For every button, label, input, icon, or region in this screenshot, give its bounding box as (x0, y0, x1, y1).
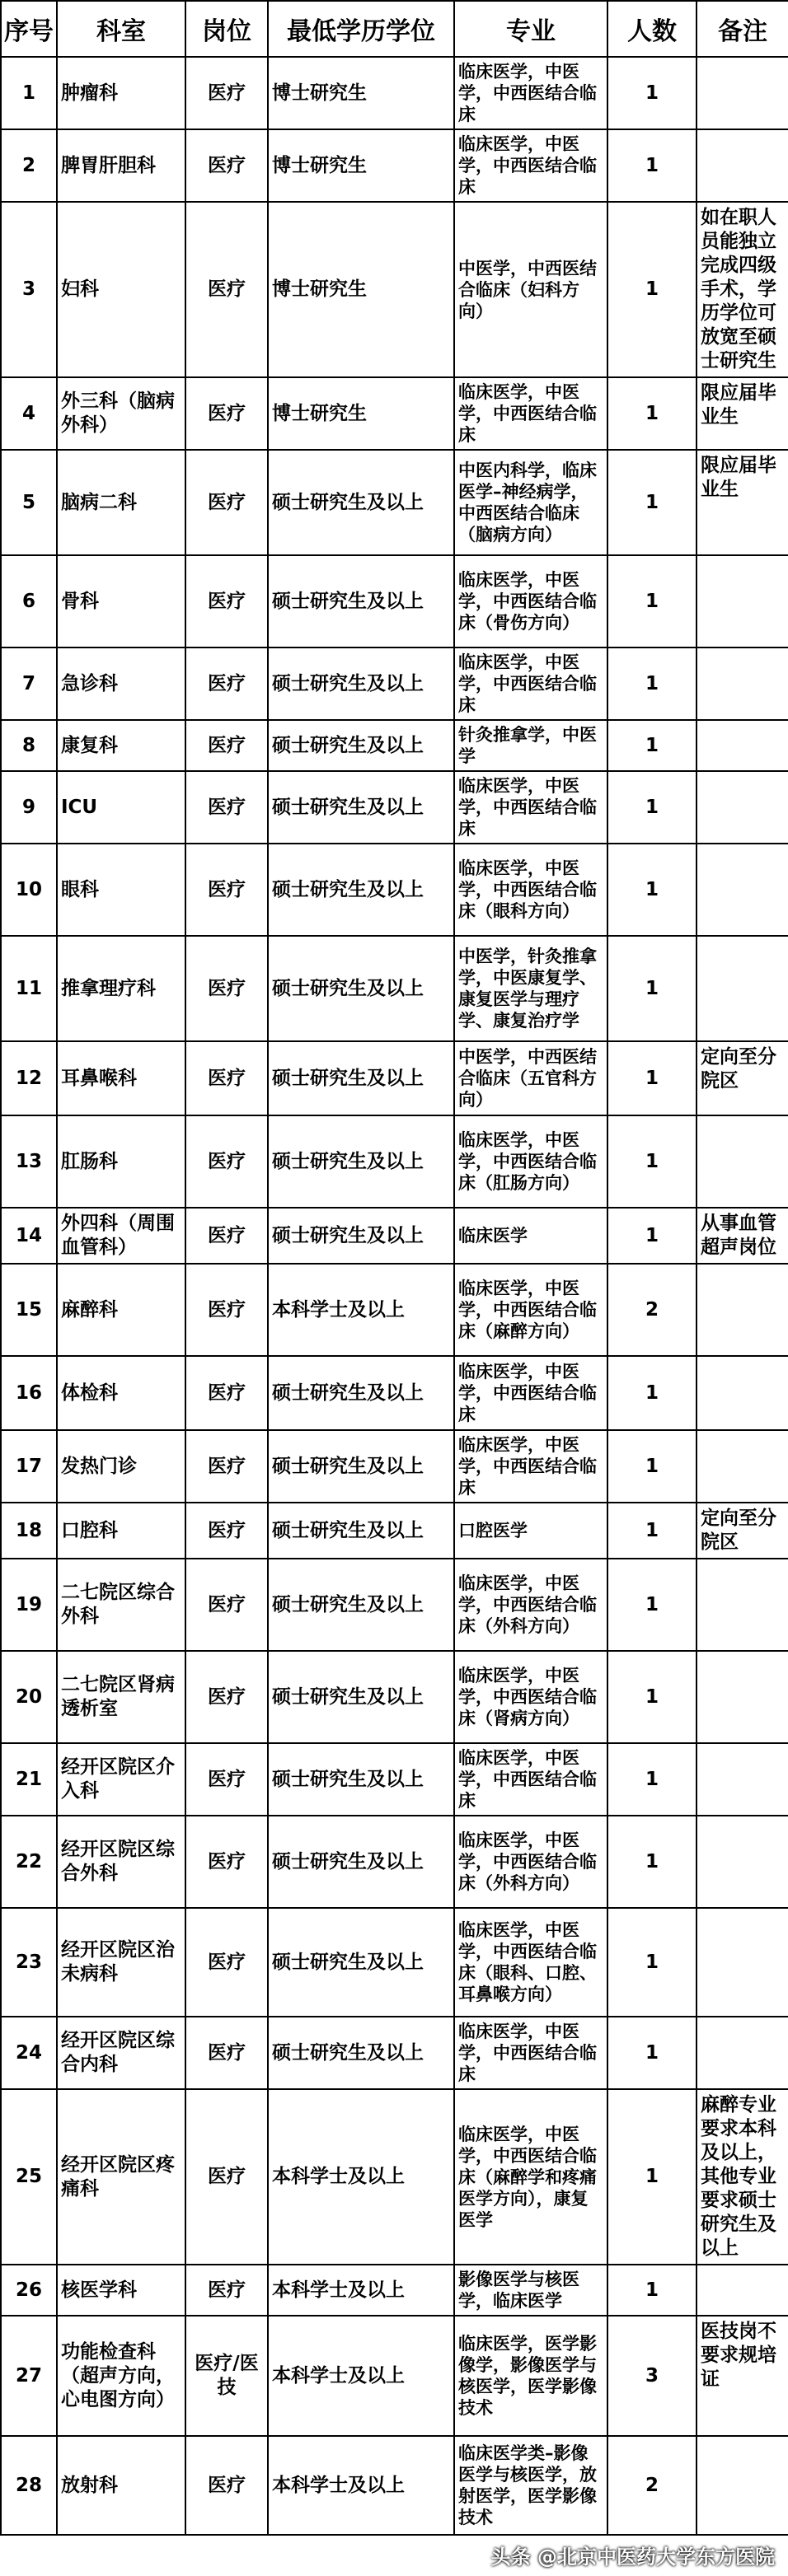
cell-num: 1 (607, 129, 697, 202)
cell-edu: 硕士研究生及以上 (268, 1115, 454, 1208)
cell-no: 21 (1, 1743, 57, 1816)
table-row (1, 1264, 788, 1356)
cell-no: 7 (1, 648, 57, 720)
table-row (1, 1430, 788, 1503)
cell-post: 医疗 (185, 1908, 268, 2017)
cell-note (697, 648, 788, 720)
table-row (1, 377, 788, 450)
cell-num: 3 (607, 2316, 697, 2436)
cell-no: 28 (1, 2436, 57, 2535)
cell-post: 医疗 (185, 1208, 268, 1264)
table-row (1, 2436, 788, 2535)
cell-major: 口腔医学 (454, 1503, 607, 1559)
cell-edu: 博士研究生 (268, 57, 454, 129)
cell-no: 22 (1, 1816, 57, 1908)
cell-edu: 硕士研究生及以上 (268, 1743, 454, 1816)
cell-edu: 本科学士及以上 (268, 1264, 454, 1356)
table-row (1, 555, 788, 648)
table-row (1, 129, 788, 202)
cell-major: 临床医学，中医学，中西医结合临床 (454, 648, 607, 720)
cell-dept: 脑病二科 (57, 450, 185, 555)
cell-dept: 二七院区综合外科 (57, 1559, 185, 1651)
cell-edu: 硕士研究生及以上 (268, 450, 454, 555)
cell-post: 医疗 (185, 1115, 268, 1208)
header-no: 序号 (1, 1, 57, 57)
cell-note (697, 1816, 788, 1908)
cell-num: 1 (607, 2265, 697, 2316)
cell-note (697, 2436, 788, 2535)
cell-no: 18 (1, 1503, 57, 1559)
cell-num: 1 (607, 1651, 697, 1743)
cell-major: 中医学，中西医结合临床（五官科方向） (454, 1041, 607, 1115)
cell-num: 1 (607, 1743, 697, 1816)
cell-note (697, 771, 788, 844)
cell-no: 9 (1, 771, 57, 844)
cell-major: 临床医学，中医学，中西医结合临床（眼科、口腔、耳鼻喉方向） (454, 1908, 607, 2017)
header-major: 专业 (454, 1, 607, 57)
cell-num: 1 (607, 57, 697, 129)
table-row (1, 1816, 788, 1908)
table-row (1, 771, 788, 844)
cell-post: 医疗 (185, 2089, 268, 2265)
cell-major: 临床医学，中医学，中西医结合临床 (454, 1430, 607, 1503)
cell-edu: 硕士研究生及以上 (268, 1908, 454, 2017)
cell-major: 临床医学，中医学，中西医结合临床 (454, 1356, 607, 1430)
cell-note (697, 129, 788, 202)
cell-no: 19 (1, 1559, 57, 1651)
cell-post: 医疗 (185, 377, 268, 450)
cell-edu: 硕士研究生及以上 (268, 1559, 454, 1651)
cell-note (697, 57, 788, 129)
table-row (1, 1743, 788, 1816)
cell-num: 1 (607, 555, 697, 648)
cell-major: 临床医学，中医学，中西医结合临床 (454, 129, 607, 202)
cell-note (697, 720, 788, 771)
cell-no: 6 (1, 555, 57, 648)
cell-no: 26 (1, 2265, 57, 2316)
cell-num: 1 (607, 1356, 697, 1430)
cell-post: 医疗 (185, 1430, 268, 1503)
cell-dept: 二七院区肾病透析室 (57, 1651, 185, 1743)
cell-dept: 经开区院区综合外科 (57, 1816, 185, 1908)
cell-note (697, 2017, 788, 2089)
cell-major: 临床医学，中医学，中西医结合临床（麻醉学和疼痛医学方向），康复医学 (454, 2089, 607, 2265)
cell-num: 1 (607, 1816, 697, 1908)
cell-note (697, 1115, 788, 1208)
table-row (1, 1115, 788, 1208)
cell-post: 医疗 (185, 1503, 268, 1559)
cell-edu: 硕士研究生及以上 (268, 720, 454, 771)
cell-num: 1 (607, 450, 697, 555)
cell-note (697, 1430, 788, 1503)
cell-post: 医疗 (185, 648, 268, 720)
table-row (1, 1908, 788, 2017)
cell-note (697, 2265, 788, 2316)
cell-note (697, 936, 788, 1041)
cell-no: 13 (1, 1115, 57, 1208)
cell-dept: 经开区院区疼痛科 (57, 2089, 185, 2265)
table-row (1, 2017, 788, 2089)
cell-major: 影像医学与核医学，临床医学 (454, 2265, 607, 2316)
cell-edu: 硕士研究生及以上 (268, 2017, 454, 2089)
table-row (1, 1503, 788, 1559)
cell-major: 针灸推拿学，中医学 (454, 720, 607, 771)
cell-num: 1 (607, 2089, 697, 2265)
cell-post: 医疗 (185, 771, 268, 844)
cell-no: 16 (1, 1356, 57, 1430)
header-row (1, 1, 788, 57)
cell-no: 15 (1, 1264, 57, 1356)
cell-post: 医疗 (185, 1356, 268, 1430)
cell-note (697, 1743, 788, 1816)
cell-major: 临床医学 (454, 1208, 607, 1264)
cell-num: 1 (607, 771, 697, 844)
cell-major: 中医学，中西医结合临床（妇科方向） (454, 202, 607, 377)
cell-major: 临床医学，中医学，中西医结合临床（外科方向） (454, 1816, 607, 1908)
cell-dept: ICU (57, 771, 185, 844)
cell-post: 医疗 (185, 720, 268, 771)
cell-num: 2 (607, 2436, 697, 2535)
cell-note: 从事血管超声岗位 (697, 1208, 788, 1264)
cell-edu: 硕士研究生及以上 (268, 1041, 454, 1115)
cell-dept: 骨科 (57, 555, 185, 648)
cell-dept: 经开区院区介入科 (57, 1743, 185, 1816)
cell-major: 临床医学类–影像医学与核医学，放射医学，医学影像技术 (454, 2436, 607, 2535)
cell-post: 医疗 (185, 936, 268, 1041)
cell-num: 1 (607, 377, 697, 450)
cell-note (697, 555, 788, 648)
cell-num: 1 (607, 648, 697, 720)
cell-edu: 博士研究生 (268, 377, 454, 450)
header-num: 人数 (607, 1, 697, 57)
cell-num: 1 (607, 202, 697, 377)
cell-major: 中医学，针灸推拿学，中医康复学、康复医学与理疗学、康复治疗学 (454, 936, 607, 1041)
cell-dept: 发热门诊 (57, 1430, 185, 1503)
cell-post: 医疗 (185, 844, 268, 936)
table-row (1, 1208, 788, 1264)
cell-edu: 硕士研究生及以上 (268, 1356, 454, 1430)
cell-dept: 功能检查科（超声方向，心电图方向） (57, 2316, 185, 2436)
cell-edu: 博士研究生 (268, 202, 454, 377)
cell-num: 1 (607, 1908, 697, 2017)
cell-no: 10 (1, 844, 57, 936)
cell-note (697, 1356, 788, 1430)
cell-num: 1 (607, 1503, 697, 1559)
cell-note (697, 1559, 788, 1651)
cell-edu: 硕士研究生及以上 (268, 1816, 454, 1908)
cell-edu: 硕士研究生及以上 (268, 555, 454, 648)
cell-num: 1 (607, 1208, 697, 1264)
cell-post: 医疗 (185, 1651, 268, 1743)
cell-post: 医疗 (185, 1264, 268, 1356)
cell-edu: 硕士研究生及以上 (268, 1503, 454, 1559)
cell-dept: 放射科 (57, 2436, 185, 2535)
cell-note (697, 1908, 788, 2017)
cell-note: 限应届毕业生 (697, 377, 788, 450)
table-row (1, 1559, 788, 1651)
cell-post: 医疗 (185, 1743, 268, 1816)
cell-major: 临床医学，中医学，中西医结合临床 (454, 2017, 607, 2089)
cell-note: 医技岗不要求规培证 (697, 2316, 788, 2436)
cell-post: 医疗 (185, 450, 268, 555)
cell-note: 限应届毕业生 (697, 450, 788, 555)
cell-post: 医疗 (185, 2265, 268, 2316)
header-note: 备注 (697, 1, 788, 57)
table-row (1, 1041, 788, 1115)
cell-dept: 妇科 (57, 202, 185, 377)
cell-dept: 肿瘤科 (57, 57, 185, 129)
cell-dept: 核医学科 (57, 2265, 185, 2316)
cell-dept: 耳鼻喉科 (57, 1041, 185, 1115)
cell-dept: 外三科（脑病外科） (57, 377, 185, 450)
cell-dept: 麻醉科 (57, 1264, 185, 1356)
cell-major: 临床医学，中医学，中西医结合临床（麻醉方向） (454, 1264, 607, 1356)
cell-dept: 经开区院区治未病科 (57, 1908, 185, 2017)
cell-num: 2 (607, 1264, 697, 1356)
cell-dept: 体检科 (57, 1356, 185, 1430)
cell-dept: 眼科 (57, 844, 185, 936)
cell-post: 医疗 (185, 202, 268, 377)
table-row (1, 1356, 788, 1430)
table-row (1, 2089, 788, 2265)
cell-num: 1 (607, 844, 697, 936)
table-row (1, 648, 788, 720)
cell-major: 中医内科学，临床医学–神经病学，中西医结合临床（脑病方向） (454, 450, 607, 555)
cell-post: 医疗 (185, 57, 268, 129)
cell-note: 定向至分院区 (697, 1041, 788, 1115)
cell-no: 1 (1, 57, 57, 129)
cell-major: 临床医学，中医学，中西医结合临床（肾病方向） (454, 1651, 607, 1743)
cell-major: 临床医学，中医学，中西医结合临床 (454, 771, 607, 844)
table-row (1, 450, 788, 555)
cell-note (697, 844, 788, 936)
cell-dept: 外四科（周围血管科） (57, 1208, 185, 1264)
header-edu: 最低学历学位 (268, 1, 454, 57)
cell-num: 1 (607, 1559, 697, 1651)
cell-no: 17 (1, 1430, 57, 1503)
cell-dept: 急诊科 (57, 648, 185, 720)
table-row (1, 202, 788, 377)
cell-no: 14 (1, 1208, 57, 1264)
table-row (1, 1651, 788, 1743)
cell-note: 定向至分院区 (697, 1503, 788, 1559)
cell-edu: 本科学士及以上 (268, 2436, 454, 2535)
cell-no: 11 (1, 936, 57, 1041)
watermark: 头条 @北京中医药大学东方医院 (490, 2546, 775, 2569)
cell-major: 临床医学，中医学，中西医结合临床（眼科方向） (454, 844, 607, 936)
header-post: 岗位 (185, 1, 268, 57)
cell-dept: 康复科 (57, 720, 185, 771)
header-dept: 科室 (57, 1, 185, 57)
cell-no: 27 (1, 2316, 57, 2436)
cell-no: 25 (1, 2089, 57, 2265)
cell-post: 医疗 (185, 2436, 268, 2535)
cell-edu: 硕士研究生及以上 (268, 1430, 454, 1503)
cell-note (697, 1264, 788, 1356)
cell-edu: 硕士研究生及以上 (268, 648, 454, 720)
cell-post: 医疗 (185, 2017, 268, 2089)
cell-major: 临床医学，中医学，中西医结合临床（骨伤方向） (454, 555, 607, 648)
cell-no: 8 (1, 720, 57, 771)
cell-num: 1 (607, 720, 697, 771)
cell-edu: 本科学士及以上 (268, 2265, 454, 2316)
cell-edu: 硕士研究生及以上 (268, 936, 454, 1041)
cell-no: 4 (1, 377, 57, 450)
cell-post: 医疗 (185, 1816, 268, 1908)
table-row (1, 936, 788, 1041)
cell-no: 23 (1, 1908, 57, 2017)
cell-post: 医疗 (185, 1041, 268, 1115)
cell-note: 麻醉专业要求本科及以上，其他专业要求硕士研究生及以上 (697, 2089, 788, 2265)
cell-major: 临床医学，中医学，中西医结合临床 (454, 57, 607, 129)
cell-num: 1 (607, 1430, 697, 1503)
cell-dept: 经开区院区综合内科 (57, 2017, 185, 2089)
cell-no: 2 (1, 129, 57, 202)
cell-no: 5 (1, 450, 57, 555)
cell-num: 1 (607, 2017, 697, 2089)
cell-edu: 本科学士及以上 (268, 2089, 454, 2265)
cell-edu: 硕士研究生及以上 (268, 1651, 454, 1743)
cell-major: 临床医学，中医学，中西医结合临床（肛肠方向） (454, 1115, 607, 1208)
cell-dept: 脾胃肝胆科 (57, 129, 185, 202)
cell-major: 临床医学，中医学，中西医结合临床 (454, 1743, 607, 1816)
cell-num: 1 (607, 1115, 697, 1208)
cell-major: 临床医学，中医学，中西医结合临床 (454, 377, 607, 450)
cell-no: 20 (1, 1651, 57, 1743)
cell-major: 临床医学，医学影像学，影像医学与核医学，医学影像技术 (454, 2316, 607, 2436)
cell-dept: 肛肠科 (57, 1115, 185, 1208)
cell-dept: 推拿理疗科 (57, 936, 185, 1041)
cell-post: 医疗 (185, 129, 268, 202)
cell-edu: 博士研究生 (268, 129, 454, 202)
cell-post: 医疗 (185, 1559, 268, 1651)
cell-no: 24 (1, 2017, 57, 2089)
cell-note: 如在职人员能独立完成四级手术，学历学位可放宽至硕士研究生 (697, 202, 788, 377)
cell-dept: 口腔科 (57, 1503, 185, 1559)
table-row (1, 2316, 788, 2436)
table-row (1, 720, 788, 771)
cell-edu: 本科学士及以上 (268, 2316, 454, 2436)
table-row (1, 2265, 788, 2316)
cell-note (697, 1651, 788, 1743)
table-row (1, 844, 788, 936)
cell-edu: 硕士研究生及以上 (268, 844, 454, 936)
cell-post: 医疗 (185, 555, 268, 648)
cell-edu: 硕士研究生及以上 (268, 1208, 454, 1264)
cell-no: 3 (1, 202, 57, 377)
cell-post: 医疗/医技 (185, 2316, 268, 2436)
cell-major: 临床医学，中医学，中西医结合临床（外科方向） (454, 1559, 607, 1651)
cell-num: 1 (607, 936, 697, 1041)
cell-no: 12 (1, 1041, 57, 1115)
cell-edu: 硕士研究生及以上 (268, 771, 454, 844)
cell-num: 1 (607, 1041, 697, 1115)
table-row (1, 57, 788, 129)
